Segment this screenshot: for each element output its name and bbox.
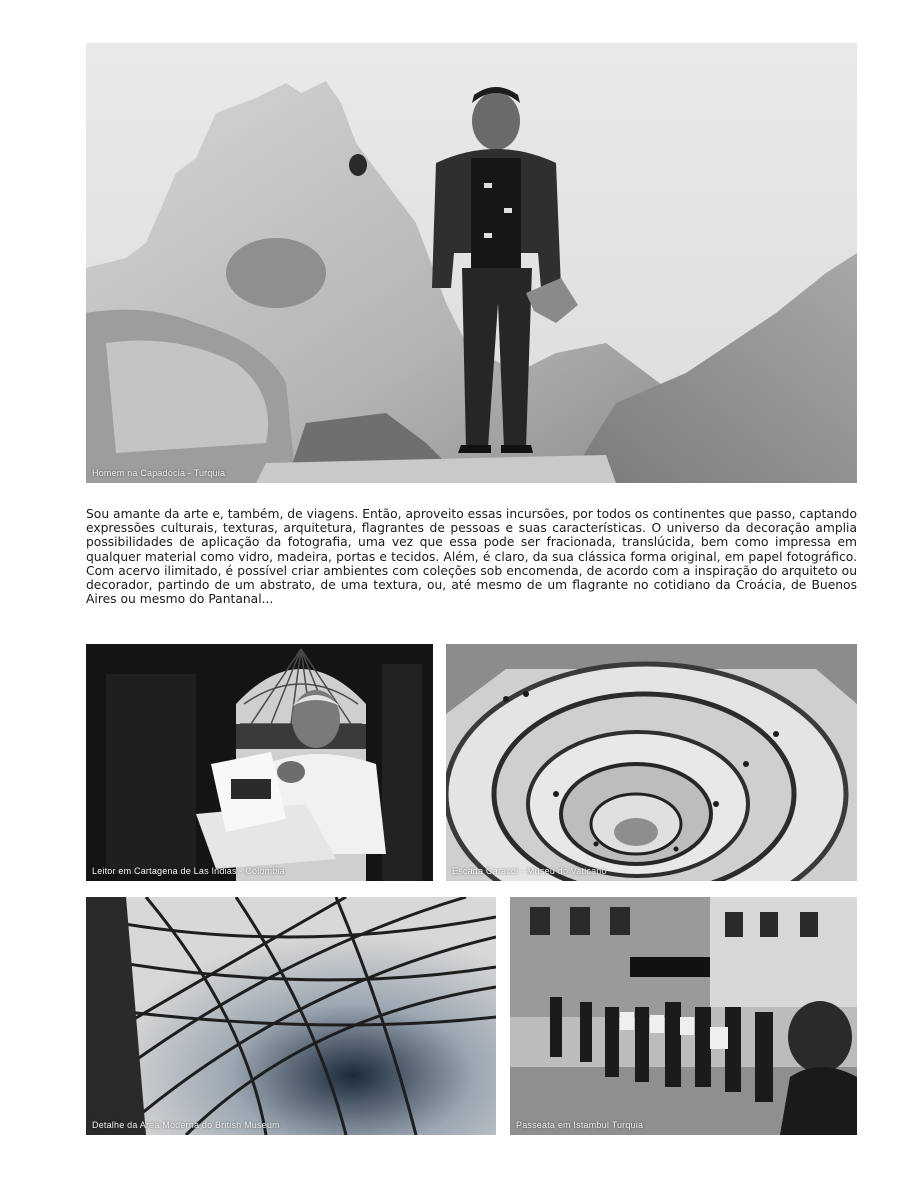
photo-caption: Escada Caracol - Museu do Vaticano: [452, 866, 607, 876]
photo-caption: Detalhe da Area Moderna do British Museum: [92, 1120, 280, 1130]
photo-march-istanbul-image: [510, 897, 857, 1135]
photo-man-cappadocia: [86, 43, 857, 483]
photo-reader-cartagena: [86, 644, 433, 881]
photo-caption: Passeata em Istambul Turquia: [516, 1120, 644, 1130]
photo-reader-cartagena-image: [86, 644, 433, 881]
body-paragraph: Sou amante da arte e, também, de viagens. Então, aproveito essas incursões, por todos os continentes que passo, captando expressões culturais, texturas, arquitetura, flagrantes de pessoas e suas características. O universo da decoração amplia possibilidades de aplicação da fotografia, uma vez que essa pode ser fracionada, translúcida, bem como impressa em qualquer material como vidro, madeira, portas e tecidos. Além, é claro, da sua clássica forma original, em papel fotográfico. Com acervo ilimitado, é possível criar ambientes com coleções sob encomenda, de acordo com a inspiração do arquiteto ou decorador, partindo de um abstrato, de uma textura, ou, até mesmo de um flagrante no cotidiano da Croácia, de Buenos Aires ou mesmo do Pantanal...: [86, 507, 857, 607]
photo-caption: Leitor em Cartagena de Las Indias - Colombia: [92, 866, 285, 876]
photo-march-istanbul: [510, 897, 857, 1135]
photo-caption: Homem na Capadócia - Turquia: [92, 468, 226, 478]
photo-man-cappadocia-image: [86, 43, 857, 483]
photo-spiral-staircase-vatican-image: [446, 644, 857, 881]
photo-british-museum-roof: [86, 897, 496, 1135]
photo-spiral-staircase-vatican: [446, 644, 857, 881]
photo-british-museum-roof-image: [86, 897, 496, 1135]
